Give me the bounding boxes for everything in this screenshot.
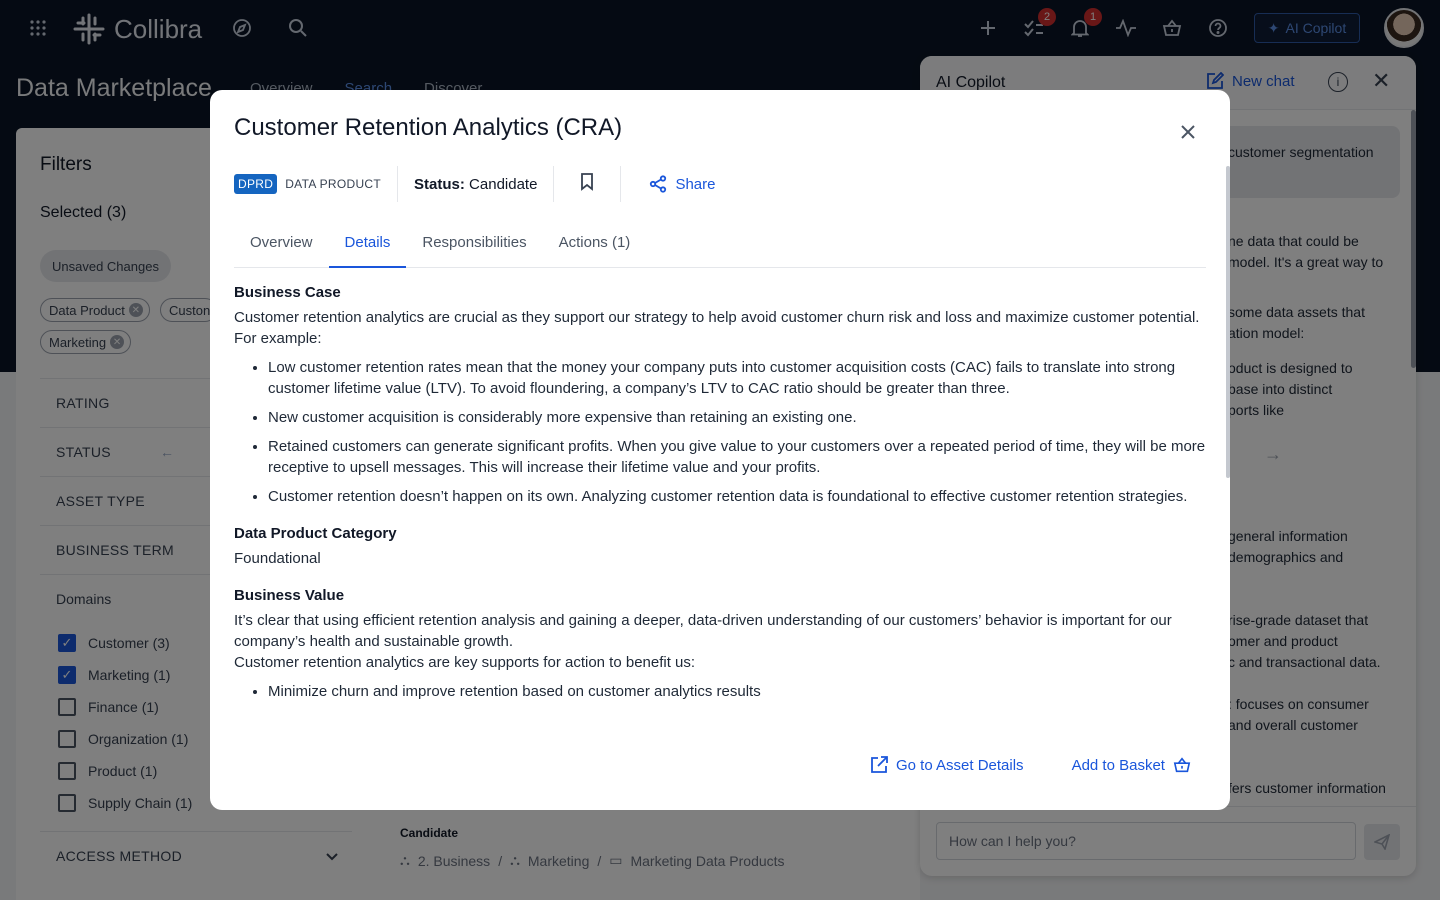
modal-tabs — [234, 228, 1206, 268]
list-item: • Customer retention doesn’t happen on its own. Analyzing customer retention data is foundational to effective customer retention strategies. — [268, 486, 1206, 507]
status-value: Candidate — [469, 175, 538, 193]
asset-meta-row — [234, 166, 715, 202]
basket-icon — [1173, 756, 1191, 774]
bookmark-icon[interactable] — [580, 173, 594, 196]
share-icon — [649, 175, 667, 193]
divider — [620, 166, 621, 202]
divider — [397, 166, 398, 202]
go-to-asset-details-label: Go to Asset Details — [896, 756, 1024, 774]
category-heading: Data Product Category — [234, 525, 397, 542]
tab-details[interactable]: Details — [329, 228, 407, 268]
close-icon[interactable] — [1176, 120, 1200, 144]
list-item: • Minimize churn and improve retention based on customer analytics results — [268, 681, 1206, 702]
details-content — [234, 282, 1206, 730]
status-label: Status: — [414, 175, 465, 193]
asset-type-label: DATA PRODUCT — [285, 177, 382, 191]
asset-preview-modal — [210, 90, 1230, 810]
business-value-heading: Business Value — [234, 587, 345, 604]
business-case-intro: Customer retention analytics are crucial as they support our strategy to help avoid customer churn risk and loss and maximize customer potential. For example: — [234, 309, 1200, 347]
business-value-text: It’s clear that using efficient retention analysis and gaining a deeper, data-driven understanding of our customers’ behavior is important for our company’s health and sustainable growth. — [234, 612, 1172, 650]
tab-overview[interactable]: Overview — [250, 234, 313, 251]
business-case-list — [234, 357, 1206, 507]
go-to-asset-details-button[interactable] — [870, 756, 1024, 774]
modal-title: Customer Retention Analytics (CRA) — [234, 114, 623, 141]
tab-responsibilities[interactable]: Responsibilities — [422, 234, 527, 251]
external-link-icon — [870, 756, 888, 774]
share-label: Share — [675, 175, 716, 193]
tab-actions[interactable]: Actions (1) — [558, 234, 631, 251]
divider — [553, 166, 554, 202]
list-item: • Low customer retention rates mean that the money your company puts into customer acquisition costs (CAC) fails to translate into strong customer lifetime value (LTV). To avoid floundering, a company’s LTV to CAC ratio should be greater than three. — [268, 357, 1206, 399]
status-field — [414, 176, 537, 193]
list-item: • New customer acquisition is considerably more expensive than retaining an existing one. — [268, 407, 1206, 428]
category-value: Foundational — [234, 550, 321, 567]
business-case-heading: Business Case — [234, 284, 341, 301]
business-value-text: Customer retention analytics are key supports for action to benefit us: — [234, 654, 696, 671]
share-button[interactable] — [649, 175, 715, 193]
list-item: • Retained customers can generate significant profits. When you give value to your customers over a repeated period of time, they will be more receptive to upsell messages. This will increase their lifetime value and your profits. — [268, 436, 1206, 478]
add-to-basket-button[interactable] — [1072, 756, 1191, 774]
scrollbar[interactable] — [1226, 166, 1230, 478]
business-value-list — [234, 681, 1206, 702]
modal-footer — [870, 756, 1191, 774]
add-to-basket-label: Add to Basket — [1071, 756, 1165, 774]
asset-type-badge: DPRD — [234, 174, 277, 194]
